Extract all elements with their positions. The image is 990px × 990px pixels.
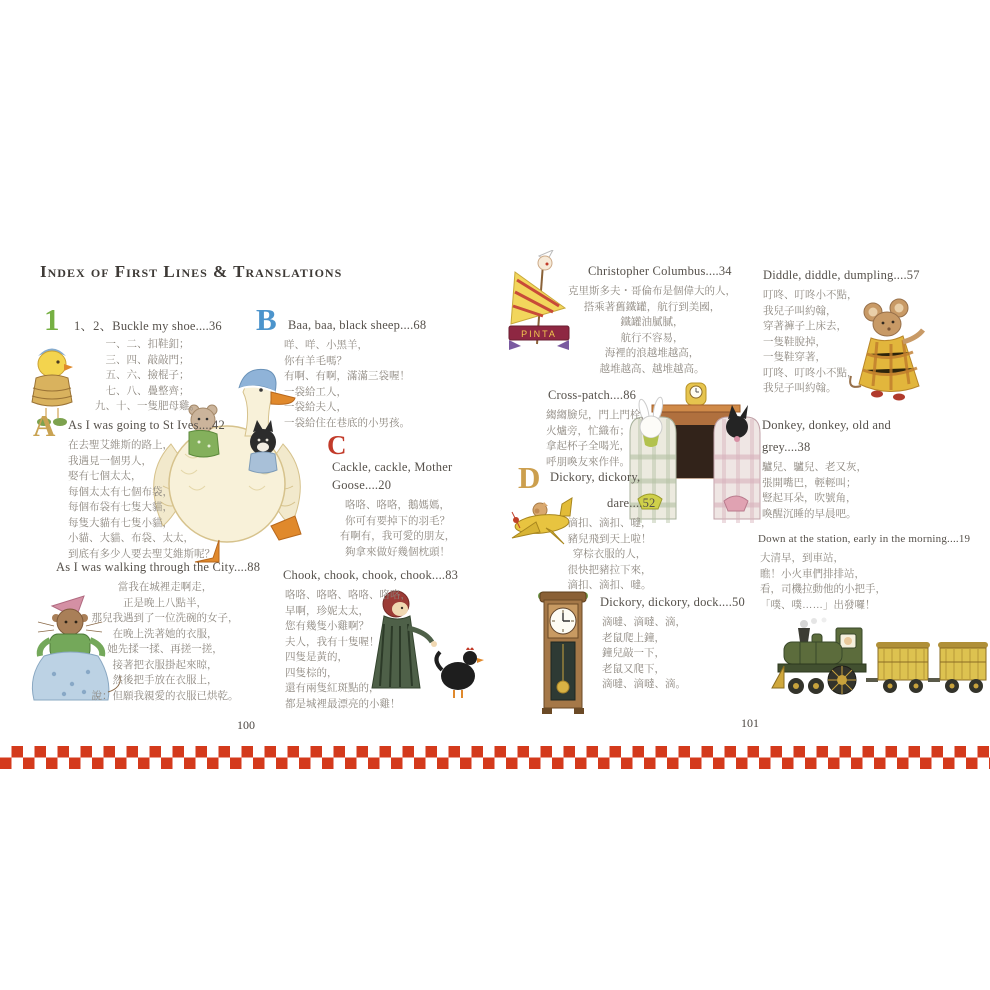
translation-lines [532, 516, 687, 594]
translation-lines [760, 551, 982, 613]
translation-lines [762, 460, 922, 522]
translation-line: 搭乘著舊鐵罐，航行到美國， [583, 300, 721, 313]
page-number-right: 101 [741, 716, 759, 730]
entry-title-donkey-2: grey....38 [762, 440, 811, 454]
page-number-left: 100 [237, 718, 255, 732]
translation-line: 一隻鞋脫掉， [763, 335, 826, 348]
translation-lines [546, 408, 696, 470]
translation-line: 叮咚、叮咚小不點， [763, 366, 858, 379]
translation-line: 一袋給夫人， [284, 401, 347, 413]
translation-line: 正是晚上八點半， [123, 596, 207, 609]
translation-line: 驢兒、驢兒、老又灰， [762, 461, 867, 473]
translation-lines [68, 438, 258, 562]
translation-line: 滴噠、滴噠、滴。 [602, 678, 686, 690]
entry-title-chook: Chook, chook, chook, chook....83 [283, 568, 459, 582]
translation-line: 有啊、有啊，滿滿三袋喔！ [284, 370, 410, 382]
translation-line: 九、十、一隻肥母雞。 [95, 400, 200, 412]
translation-line: 喚醒沉睡的早晨吧。 [762, 507, 857, 520]
translation-line: 到底有多少人要去聖艾維斯呢？ [68, 547, 215, 560]
translation-line: 咩、咩、小黑羊， [284, 339, 368, 351]
entry-title-diddle: Diddle, diddle, dumpling....57 [763, 268, 920, 282]
translation-lines [60, 337, 235, 415]
translation-line: 張開嘴巴，輕輕叫； [762, 476, 857, 489]
translation-line: 大清早，到車站， [760, 552, 844, 564]
entry-title-donkey-1: Donkey, donkey, old and [762, 418, 891, 432]
pendulum [557, 681, 569, 693]
entry-title-christopher: Christopher Columbus....34 [588, 264, 732, 278]
translation-line: 呼朋喚友來作伴。 [546, 455, 630, 468]
entry-title-dock: Dickory, dickory, dock....50 [600, 595, 745, 609]
translation-line: 每個布袋有七隻大貓， [68, 501, 173, 513]
translation-line: 接著把衣服掛起來晾， [112, 658, 218, 671]
entry-title-station: Down at the station, early in the morning....19 [758, 533, 971, 545]
section-letter-d: D [518, 460, 541, 495]
section-letter-a: A [33, 408, 56, 443]
translation-line: 每隻大貓有七隻小貓， [68, 516, 173, 529]
checkered-border [0, 746, 990, 769]
translation-line: 有啊有，我可愛的朋友， [339, 530, 456, 542]
translation-line: 看，司機拉動他的小把手， [760, 583, 886, 595]
translation-line: 火爐旁，忙織布； [546, 424, 630, 437]
translation-line: 滴噠、滴噠、滴， [602, 616, 686, 628]
translation-line: 很快把豬拉下來， [567, 563, 652, 576]
entry-title-baa-baa: Baa, baa, black sheep....68 [288, 318, 427, 332]
translation-line: 然後把手放在衣服上， [112, 674, 218, 686]
section-letter-c: C [327, 430, 347, 460]
pinta-banner-label: PINTA [521, 329, 557, 339]
translation-line: 你有羊毛嗎？ [284, 354, 347, 367]
translation-line: 夠拿來做好幾個枕頭！ [345, 545, 450, 558]
translation-line: 我兒子叫約翰， [763, 304, 837, 317]
translation-line: 縐縐臉兒，門上門栓， [546, 409, 651, 421]
steam-train-illustration [770, 616, 988, 706]
translation-line: 她先揉一揉、再搓一搓， [107, 643, 223, 655]
translation-line: 叮咚、叮咚小不點， [763, 289, 858, 301]
translation-lines [60, 580, 270, 704]
translation-lines [763, 288, 913, 397]
translation-lines [602, 615, 747, 693]
translation-line: 每個太太有七個布袋， [68, 485, 173, 498]
black-cat-chair [726, 416, 748, 438]
translation-line: 你可有要掉下的羽毛？ [345, 514, 450, 527]
entry-title-walking-city: As I was walking through the City....88 [56, 560, 261, 574]
translation-lines [285, 588, 455, 712]
translation-line: 瞧！小火車們排排站， [760, 567, 865, 580]
translation-line: 當我在城裡走啊走， [117, 581, 213, 593]
translation-line: 一袋給住在巷底的小男孩。 [284, 416, 410, 429]
translation-line: 五、六、撿棍子； [105, 369, 190, 381]
carriage-2 [940, 648, 986, 680]
entry-title-dare-1: Dickory, dickory, [550, 470, 641, 484]
translation-line: 說：但願我親愛的衣服已烘乾。 [91, 689, 239, 702]
translation-line: 我兒子叫約翰。 [763, 382, 837, 394]
translation-line: 鐘兒敲一下， [602, 647, 665, 659]
pink-telephone [724, 496, 748, 511]
translation-line: 在去聖艾維斯的路上， [68, 439, 173, 451]
translation-line: 一袋給工人， [284, 385, 347, 398]
entry-title-buckle-my-shoe: 1、2、Buckle my shoe....36 [74, 319, 222, 333]
entry-title-cackle-1: Cackle, cackle, Mother [332, 460, 453, 474]
translation-line: 「噗、噗……」出發囉！ [760, 598, 876, 611]
translation-line: 穿著褲子上床去， [763, 320, 847, 332]
entry-title-crosspatch: Cross-patch....86 [548, 388, 637, 402]
translation-line: 夫人，我有十隻喔！ [285, 635, 380, 648]
translation-line: 拿起杯子全喝光， [546, 440, 630, 452]
translation-line: 咯咯、咯咯、咯咯、咯咯， [285, 589, 411, 601]
translation-line: 老鼠爬上鐘， [602, 631, 665, 644]
translation-lines [284, 338, 479, 431]
translation-line: 一、二、扣鞋釦； [105, 338, 190, 350]
section-letter-b: B [256, 302, 277, 337]
translation-line: 四隻是黃的， [285, 651, 348, 663]
carriage-1 [878, 648, 928, 680]
translation-line: 都是城裡最漂亮的小雞！ [285, 697, 401, 710]
translation-line: 豬兒飛到天上啦！ [567, 532, 652, 545]
translation-line: 在晚上洗著她的衣服， [112, 627, 218, 640]
translation-line: 四隻棕的， [285, 666, 338, 679]
entry-title-st-ives: As I was going to St Ives....42 [68, 418, 225, 432]
translation-line: 娶有七個太太， [68, 470, 142, 482]
translation-line: 我遇見一個男人， [68, 454, 152, 467]
translation-line: 海裡的浪越堆越高， [604, 347, 700, 359]
entry-title-cackle-2: Goose....20 [332, 478, 392, 492]
translation-lines [552, 284, 752, 377]
translation-line: 您有幾隻小雞啊？ [285, 620, 369, 632]
page-title: Index of First Lines & Translations [40, 262, 343, 281]
translation-lines [315, 498, 480, 560]
grandfather-clock-illustration [534, 588, 592, 720]
section-letter-1: 1 [44, 302, 60, 337]
translation-line: 滴扣、滴扣、噠。 [567, 579, 652, 591]
entry-title-dare-2: dare....52 [607, 496, 656, 510]
translation-line: 老鼠又爬下， [602, 662, 665, 675]
translation-line: 滴扣、滴扣、噠， [567, 517, 652, 529]
translation-line: 豎起耳朵，吹號角， [762, 492, 857, 504]
translation-line: 越堆越高、越堆越高。 [599, 362, 705, 375]
translation-line: 一隻鞋穿著， [763, 351, 826, 363]
translation-line: 還有兩隻紅斑點的， [285, 682, 380, 694]
translation-line: 三、四、敲敲門； [105, 353, 190, 366]
translation-line: 鐵罐油膩膩， [620, 316, 684, 328]
translation-line: 咯咯、咯咯，鵝媽媽， [345, 499, 450, 511]
translation-line: 克里斯多夫・哥倫布是個偉大的人， [568, 285, 736, 297]
translation-line: 七、八、疊整齊； [105, 384, 190, 397]
translation-line: 航行不容易， [620, 331, 684, 344]
translation-line: 穿棕衣服的人， [572, 548, 647, 560]
translation-line: 那兒我遇到了一位洗碗的女子， [91, 612, 239, 624]
translation-line: 小貓、大貓、布袋、太太， [68, 532, 194, 544]
translation-line: 早啊，珍妮太太， [285, 604, 369, 617]
